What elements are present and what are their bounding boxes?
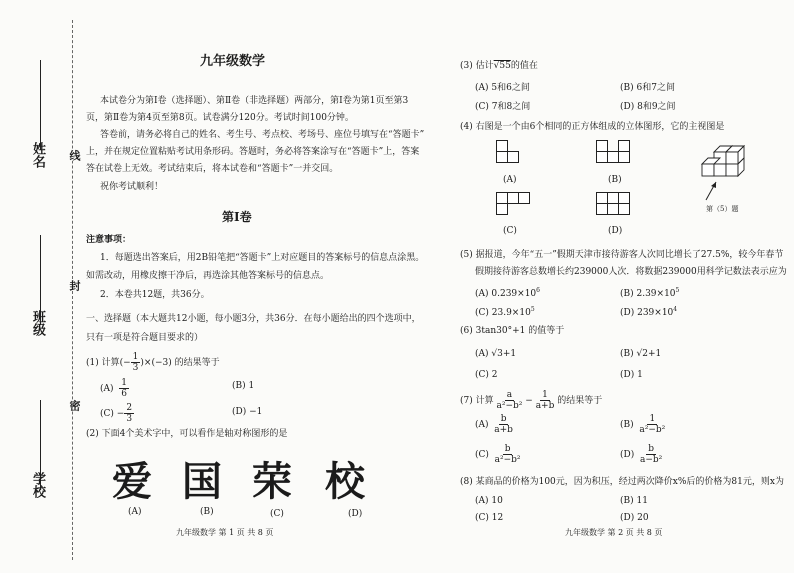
q7-option-c: (C) $\frac{b}{\text{a²−b²}}$ <box>475 444 521 465</box>
q7-option-b: (B) $\frac{1}{\text{a²−b²}}$ <box>620 414 666 435</box>
note-1b: 如需改动，用橡皮擦干净后，再选涂其他答案标号的信息点。 <box>86 271 330 281</box>
q5-stem-a: (5) 据报道，今年“五一”假期天津市接待游客人次同比增长了27.5%，较今年春节 <box>460 250 784 260</box>
q1-option-d: (D) −1 <box>232 407 263 417</box>
q5-option-b: (B) $2.39\times 10^5$ <box>620 287 680 299</box>
q5-stem-b: 假期接待游客总数增长约239000人次．将数据239000用科学记数法表示应为 <box>475 267 787 277</box>
q1-fraction: $\frac{1}{3}$ <box>132 352 139 373</box>
q2-char-a: 爱 <box>112 459 152 505</box>
q1-option-b: (B) 1 <box>232 381 255 391</box>
intro-line-5: 答在试卷上无效。考试结束后，将本试卷和“答题卡”一并交回。 <box>86 164 339 174</box>
q8-option-c: (C) 12 <box>475 513 504 523</box>
q7-stem: (7) 计算 $\frac{a}{\text{a²−b²}}$ − $\frac{1}{a+b}$ 的结果等于 <box>460 390 603 411</box>
q8-option-a: (A) 10 <box>475 496 503 506</box>
q6-stem: (6) 3tan30°+1 的值等于 <box>460 326 565 336</box>
q6-option-d: (D) 1 <box>620 370 643 380</box>
seal-char-1: 线 <box>68 150 81 161</box>
class-label: 班级 <box>30 310 45 336</box>
section-1-line-b: 只有一项是符合题目要求的） <box>86 333 204 343</box>
q8-option-d: (D) 20 <box>620 513 649 523</box>
q4-stem: (4) 右图是一个由6个相同的正方体组成的立体图形，它的主视图是 <box>460 122 725 132</box>
q4-label-c: (C) <box>503 226 517 236</box>
q6-option-a: (A) √3+1 <box>475 349 517 359</box>
exam-title: 九年级数学 <box>200 54 266 69</box>
q5-option-d: (D) $239\times 10^4$ <box>620 306 678 318</box>
name-label: 姓名 <box>30 142 45 168</box>
intro-line-2: 页，第Ⅱ卷为第4页至第8页。试卷满分120分。考试时间100分钟。 <box>86 113 354 123</box>
intro-line-1: 本试卷分为第Ⅰ卷（选择题）、第Ⅱ卷（非选择题）两部分，第Ⅰ卷为第1页至第3 <box>100 96 409 106</box>
q4-label-a: (A) <box>503 175 517 185</box>
q3-stem: (3) 估计√55的值在 <box>460 61 538 71</box>
q4-figure-caption: 第（5）题 <box>706 205 739 213</box>
name-underline <box>40 60 41 150</box>
q1-stem: (1) 计算(− $\frac{1}{3}$ )×(−3) 的结果等于 <box>86 352 220 373</box>
page-1-footer: 九年级数学 第 1 页 共 8 页 <box>176 528 274 537</box>
q6-option-c: (C) 2 <box>475 370 498 380</box>
seal-char-2: 封 <box>68 280 81 291</box>
q4-solid-figure <box>694 138 750 204</box>
notes-heading: 注意事项： <box>86 235 132 245</box>
q2-char-c: 荣 <box>252 459 292 505</box>
page-2-footer: 九年级数学 第 2 页 共 8 页 <box>565 528 663 537</box>
q3-option-c: (C) 7和8之间 <box>475 102 531 112</box>
q4-view-d <box>596 192 636 222</box>
q8-stem: (8) 某商品的价格为100元，因为积压，经过两次降价x%后的价格为81元，则x为 <box>460 477 784 487</box>
q1-option-a: (A) $\frac{1}{6}$ <box>100 378 127 399</box>
note-2: 2．本卷共12题，共36分。 <box>100 290 210 300</box>
q2-label-a: (A) <box>128 507 142 517</box>
section-1-line-a: 一、选择题（本大题共12小题，每小题3分，共36分．在每小题给出的四个选项中， <box>86 314 421 324</box>
intro-line-3: 答卷前，请务必将自己的姓名、考生号、考点校、考场号、座位号填写在“答题卡” <box>100 130 425 140</box>
q8-option-b: (B) 11 <box>620 496 648 506</box>
intro-line-6: 祝你考试顺利！ <box>100 182 164 192</box>
note-1a: 1．每题选出答案后，用2B铅笔把“答题卡”上对应题目的答案标号的信息点涂黑。 <box>100 253 425 263</box>
q3-option-a: (A) 5和6之间 <box>475 83 530 93</box>
q2-char-d: 校 <box>325 459 365 505</box>
q7-option-d: (D) $\frac{b}{\text{a−b²}}$ <box>620 444 663 465</box>
q4-view-b <box>596 140 636 170</box>
school-label: 学校 <box>30 472 45 498</box>
q3-option-b: (B) 6和7之间 <box>620 83 675 93</box>
q4-label-d: (D) <box>608 226 623 236</box>
q5-option-c: (C) $23.9\times 10^5$ <box>475 306 535 318</box>
q3-option-d: (D) 8和9之间 <box>620 102 676 112</box>
intro-line-4: 上，并在规定位置粘贴考试用条形码。答题时，务必将答案涂写在“答题卡”上，答案 <box>86 147 420 157</box>
q2-label-c: (C) <box>270 509 284 519</box>
seal-char-3: 密 <box>68 400 81 411</box>
q1-option-c: (C) − $\frac{2}{3}$ <box>100 403 133 424</box>
q2-stem: (2) 下面4个美术字中，可以看作是轴对称图形的是 <box>86 429 288 439</box>
q4-view-a <box>496 140 526 170</box>
q2-char-b: 国 <box>182 459 222 505</box>
q2-label-d: (D) <box>348 509 363 519</box>
volume-heading: 第Ⅰ卷 <box>222 210 252 224</box>
q2-label-b: (B) <box>200 507 214 517</box>
q4-label-b: (B) <box>608 175 622 185</box>
q4-view-c <box>496 192 536 222</box>
q6-option-b: (B) √2+1 <box>620 349 662 359</box>
q5-option-a: (A) $0.239\times 10^6$ <box>475 287 540 299</box>
q7-option-a: (A) $\frac{b}{a+b}$ <box>475 414 513 435</box>
